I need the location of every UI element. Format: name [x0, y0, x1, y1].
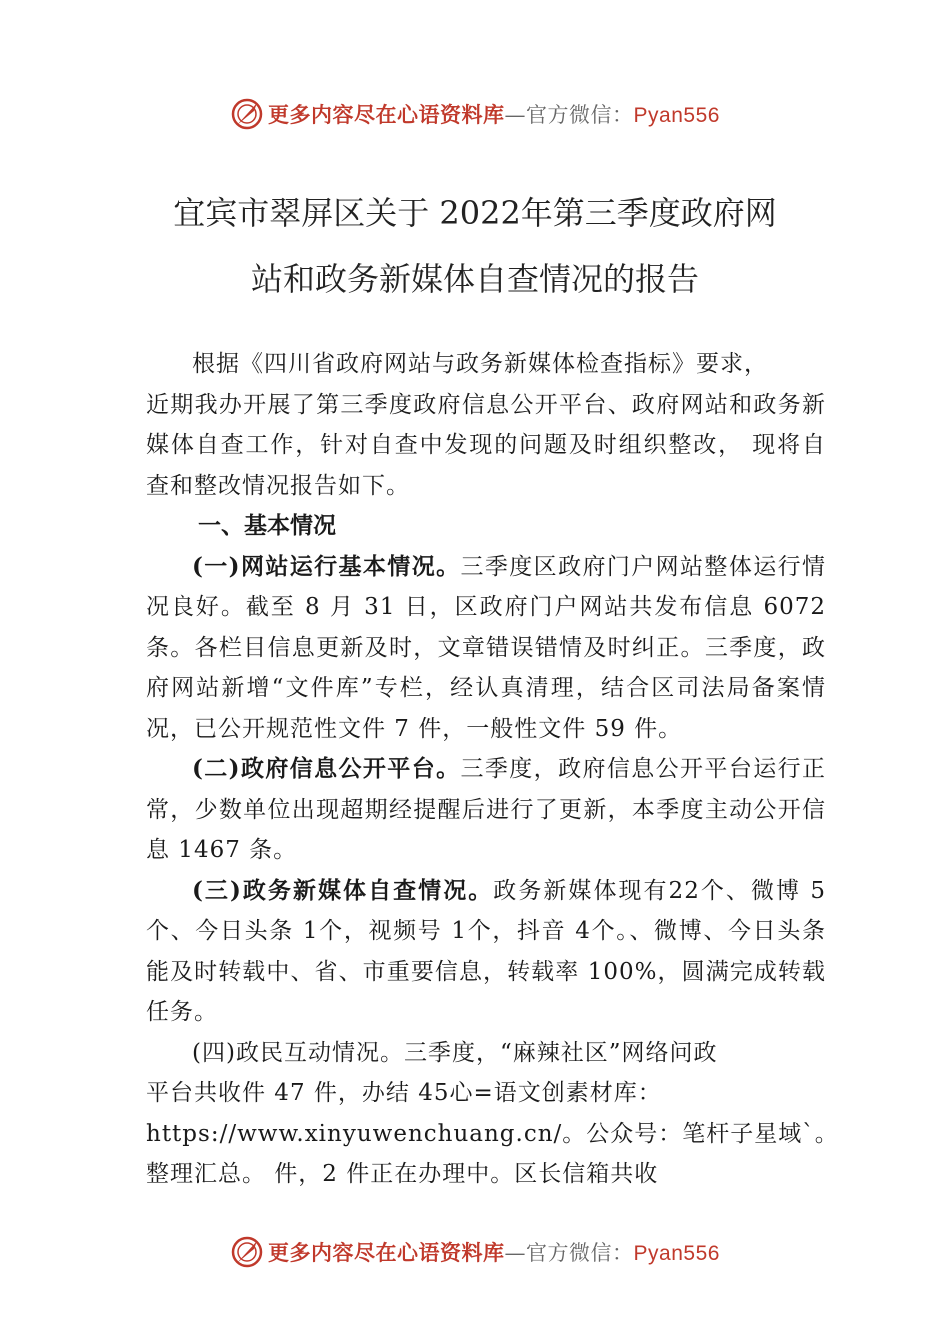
intro-first-line: 根据《四川省政府网站与政务新媒体检查指标》要求， — [192, 351, 768, 377]
paragraph-info-platform — [146, 749, 826, 871]
paragraph-public-interaction — [146, 1033, 839, 1195]
item3-lead: (三)政务新媒体自查情况。 — [192, 876, 494, 904]
item4-line-3: https://www.xinyuwenchuang.cn/。公众号：笔杆子星域`。 — [146, 1120, 839, 1147]
watermark-banner-top — [0, 94, 950, 134]
quill-seal-icon — [230, 97, 264, 131]
intro-paragraph: 近期我办开展了第三季度政府信息公开平台、政府网站和政务新媒体自查工作，针对自查中发现的问题及时组织整改， 现将自查和整改情况报告如下。 — [146, 391, 826, 499]
watermark-banner-bottom — [0, 1232, 950, 1272]
item4-line-2: 平台共收件 47 件，办结 45心=语文创素材库： — [146, 1080, 662, 1106]
watermark-main-text: 更多内容尽在心语资料库 — [268, 102, 505, 127]
watermark-label: 官方微信： — [526, 1241, 634, 1265]
watermark-separator: — — [504, 103, 527, 127]
watermark-main-text: 更多内容尽在心语资料库 — [268, 1240, 505, 1265]
document-title — [100, 180, 850, 312]
paragraph-new-media — [146, 871, 826, 1033]
item4-line-4: 整理汇总。 件，2 件正在办理中。区长信箱共收 — [146, 1161, 659, 1187]
item1-lead: (一)网站运行基本情况。 — [192, 552, 461, 580]
title-line-2: 站和政务新媒体自查情况的报告 — [250, 260, 699, 298]
watermark-wechat-id: Pyan556 — [633, 104, 720, 127]
watermark-label: 官方微信： — [526, 103, 634, 127]
paragraph-website-operation — [146, 547, 826, 750]
item2-body: 三季度，政府信息公开平台运行正常，少数单位出现超期经提醒后进行了更新，本季度主动公开信息 1467 条。 — [146, 756, 827, 863]
section-heading: 一、基本情况 — [198, 513, 336, 539]
document-body — [146, 344, 839, 1195]
title-line-1: 宜宾市翠屏区关于 2022年第三季度政府网 — [173, 194, 777, 232]
item4-line-1: (四)政民互动情况。三季度，“麻辣社区”网络问政 — [192, 1039, 718, 1066]
watermark-separator: — — [504, 1241, 527, 1265]
watermark-wechat-id: Pyan556 — [633, 1242, 720, 1265]
item2-lead: (二)政府信息公开平台。 — [192, 755, 461, 782]
quill-seal-icon — [230, 1235, 264, 1269]
item1-body: 三季度区政府门户网站整体运行情况良好。截至 8 月 31 日，区政府门户网站共发布信息 6072 条。各栏目信息更新及时，文章错误错情及时纠正。三季度，政府网站新增“文件库”专栏，经认真清理，结合区司法局备案情况，已公开规范性文件 7 件，一般性文件 59 件。 — [146, 553, 827, 742]
item3-body: 政务新媒体现有22个、微博 5个、今日头条 1个，视频号 1个，抖音 4个。、微博、今日头条能及时转载中、省、市重要信息，转载率 100%，圆满完成转载任务。 — [146, 877, 826, 1025]
